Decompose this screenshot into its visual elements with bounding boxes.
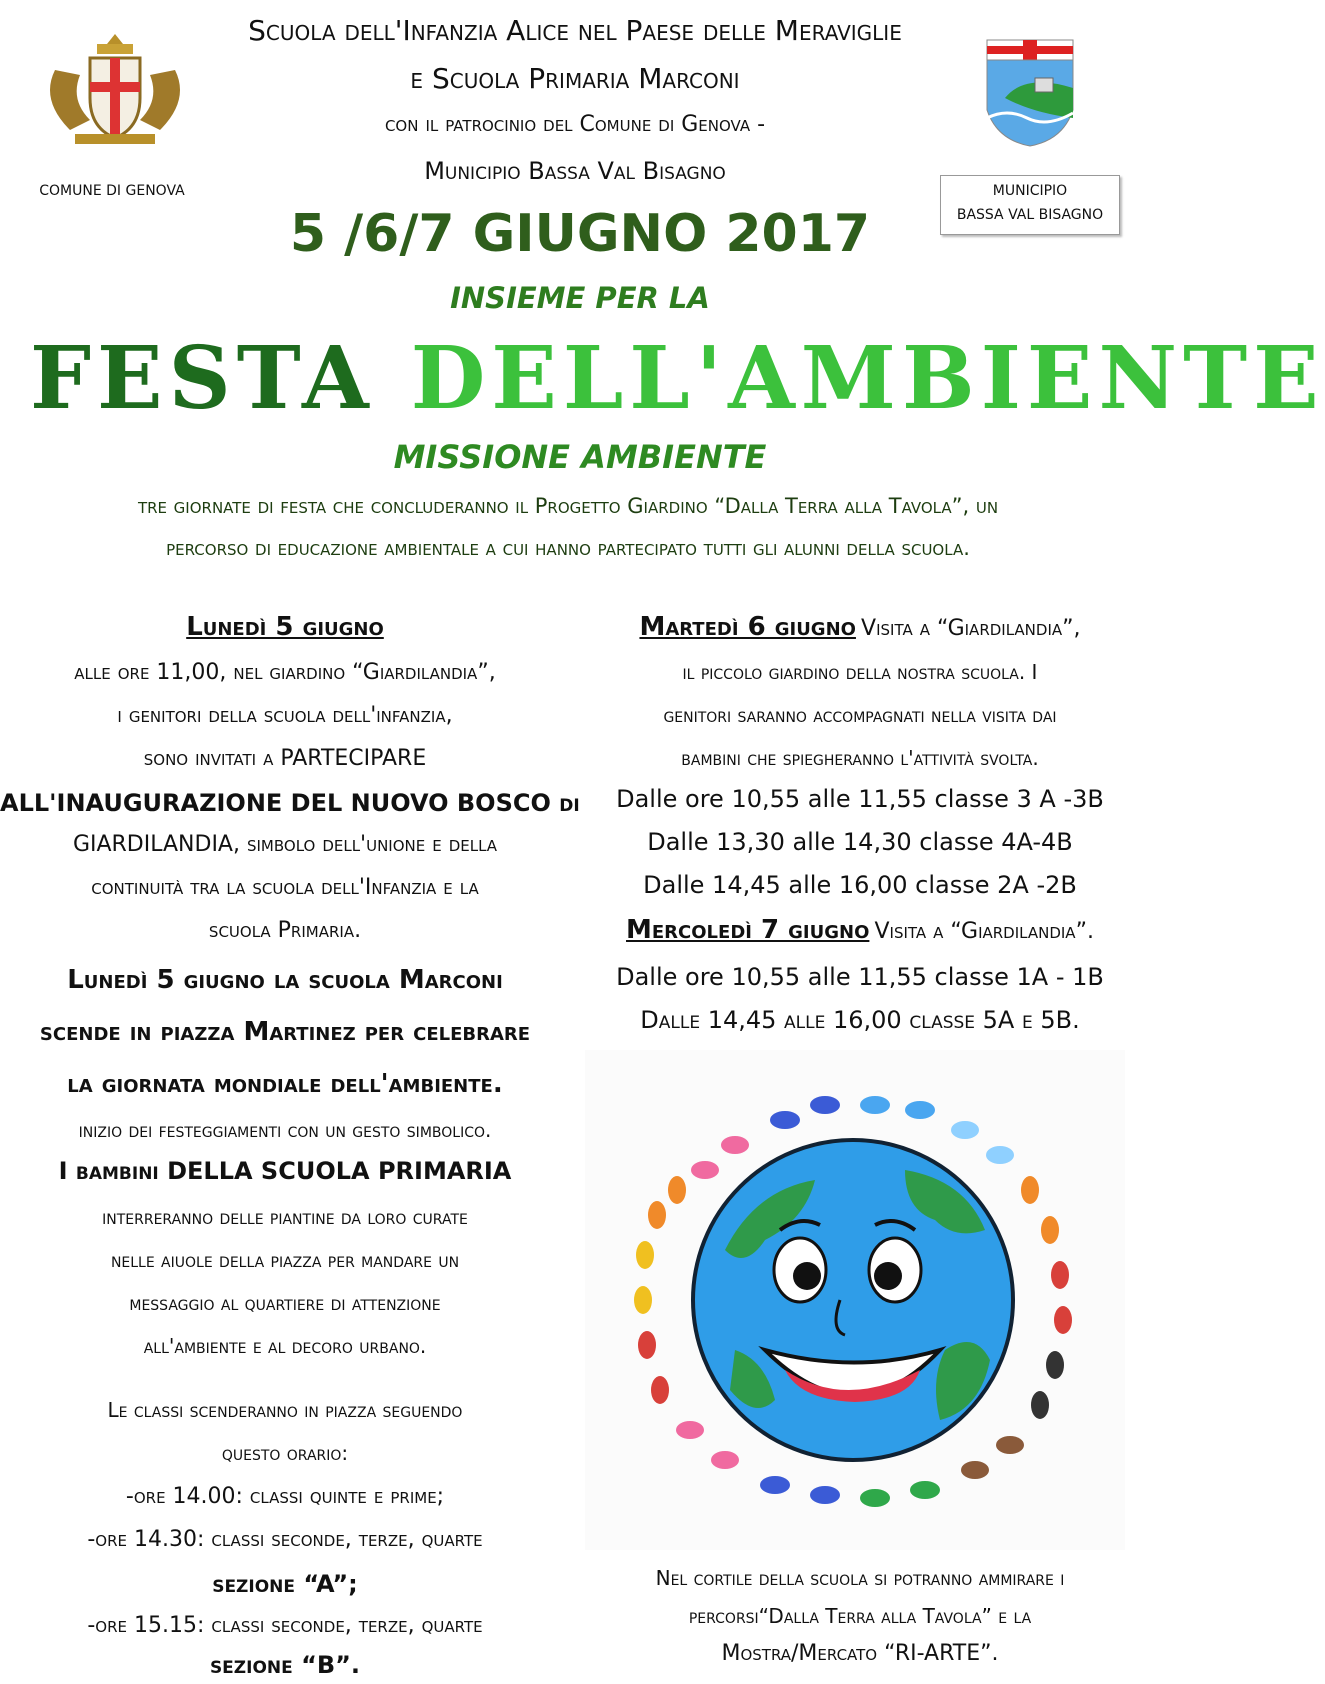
monday-p2-line: Lunedì 5 giugno la scuola Marconi [67, 965, 503, 995]
header-line-2: e Scuola Primaria Marconi [410, 62, 740, 95]
comune-genova-coat-of-arms-icon [35, 30, 195, 150]
tuesday-line: il piccolo giardino della nostra scuola. I [682, 660, 1038, 684]
monday-p1-line: sono invitati a PARTECIPARE [143, 746, 427, 771]
schedule-line: questo orario: [221, 1441, 349, 1465]
main-title-word-1: FESTA [30, 328, 375, 429]
tuesday-time: Dalle 13,30 alle 14,30 classe 4A-4B [647, 828, 1073, 856]
intro-line-2: percorso di educazione ambientale a cui hanno partecipato tutti gli alunni della scuola. [166, 536, 970, 560]
schedule-line: Le classi scenderanno in piazza seguendo [107, 1398, 463, 1422]
municipio-caption-1: MUNICIPIO [992, 183, 1068, 199]
schedule-line: -ore 15.15: classi seconde, terze, quarte [87, 1613, 483, 1638]
monday-p1-line: continuità tra la scuola dell'Infanzia e la [91, 875, 479, 900]
schedule-line: -ore 14.30: classi seconde, terze, quarte [87, 1527, 483, 1552]
wednesday-heading: Mercoledì 7 giugno [626, 915, 870, 945]
wednesday-heading-rest: Visita a “Giardilandia”. [874, 919, 1094, 944]
missione-subtitle: MISSIONE AMBIENTE [393, 438, 767, 476]
monday-p3-line: messaggio al quartiere di attenzione [129, 1291, 441, 1315]
header-line-3: con il patrocinio del Comune di Genova - [384, 112, 766, 137]
monday-p3-line: interreranno delle piantine da loro curate [102, 1205, 468, 1229]
comune-genova-caption: COMUNE DI GENOVA [39, 183, 185, 199]
tuesday-heading-line [590, 612, 1130, 642]
tuesday-heading: Martedì 6 giugno [639, 612, 856, 642]
monday-p2-line: scende in piazza Martinez per celebrare [39, 1017, 531, 1047]
bottom-note-line: percorsi“Dalla Terra alla Tavola” e la [688, 1604, 1032, 1628]
main-title-word-2: DELL'AMBIENTE [410, 328, 1325, 429]
monday-p3-line: nelle aiuole della piazza per mandare un [110, 1248, 460, 1272]
monday-heading: Lunedì 5 giugno [186, 612, 384, 642]
municipio-caption-2: BASSA VAL BISAGNO [956, 207, 1104, 223]
monday-p1-line: i genitori della scuola dell'infanzia, [117, 703, 453, 728]
wednesday-time: Dalle ore 10,55 alle 11,55 classe 1A - 1B [616, 963, 1104, 991]
monday-p1-line: scuola Primaria. [208, 918, 362, 943]
header-line-4: Municipio Bassa Val Bisagno [424, 157, 726, 185]
tuesday-time: Dalle 14,45 alle 16,00 classe 2A -2B [643, 871, 1077, 899]
monday-p3-line: I bambini DELLA SCUOLA PRIMARIA [58, 1157, 512, 1185]
municipio-logo-icon [985, 38, 1075, 148]
bottom-note-line: Nel cortile della scuola si potranno ammirare i [655, 1566, 1065, 1590]
earth-footprints-drawing [585, 1050, 1125, 1550]
intro-line-1: tre giornate di festa che concluderanno il Progetto Giardino “Dalla Terra alla Tavola”, un [137, 494, 999, 518]
monday-p2-line: la giornata mondiale dell'ambiente. [67, 1069, 503, 1099]
schedule-line: -ore 14.00: classi quinte e prime; [125, 1484, 445, 1509]
wednesday-heading-line [590, 915, 1130, 945]
municipio-caption-box [940, 175, 1120, 235]
monday-p1-line: ALL'INAUGURAZIONE DEL NUOVO BOSCO di [0, 789, 580, 817]
schedule-line: sezione “B”. [209, 1651, 361, 1679]
tuesday-heading-rest: Visita a “Giardilandia”, [861, 616, 1081, 641]
monday-p1-line: alle ore 11,00, nel giardino “Giardilandia”, [74, 660, 496, 685]
tuesday-time: Dalle ore 10,55 alle 11,55 classe 3 A -3B [616, 785, 1104, 813]
event-dates: 5 /6/7 GIUGNO 2017 [289, 204, 871, 264]
insieme-subtitle: INSIEME PER LA [450, 281, 710, 315]
main-title [30, 328, 1325, 429]
header-line-1: Scuola dell'Infanzia Alice nel Paese delle Meraviglie [248, 14, 902, 47]
monday-p3-line: all'ambiente e al decoro urbano. [143, 1334, 427, 1358]
bottom-note-line: Mostra/Mercato “RI-ARTE”. [721, 1641, 999, 1666]
tuesday-line: genitori saranno accompagnati nella visita dai [663, 703, 1057, 727]
schedule-line: sezione “A”; [212, 1570, 358, 1598]
monday-p3-line: inizio dei festeggiamenti con un gesto simbolico. [78, 1118, 492, 1142]
tuesday-line: bambini che spiegheranno l'attività svolta. [681, 746, 1039, 770]
monday-p1-line: GIARDILANDIA, simbolo dell'unione e della [72, 832, 498, 857]
wednesday-time: Dalle 14,45 alle 16,00 classe 5A e 5B. [640, 1006, 1080, 1034]
